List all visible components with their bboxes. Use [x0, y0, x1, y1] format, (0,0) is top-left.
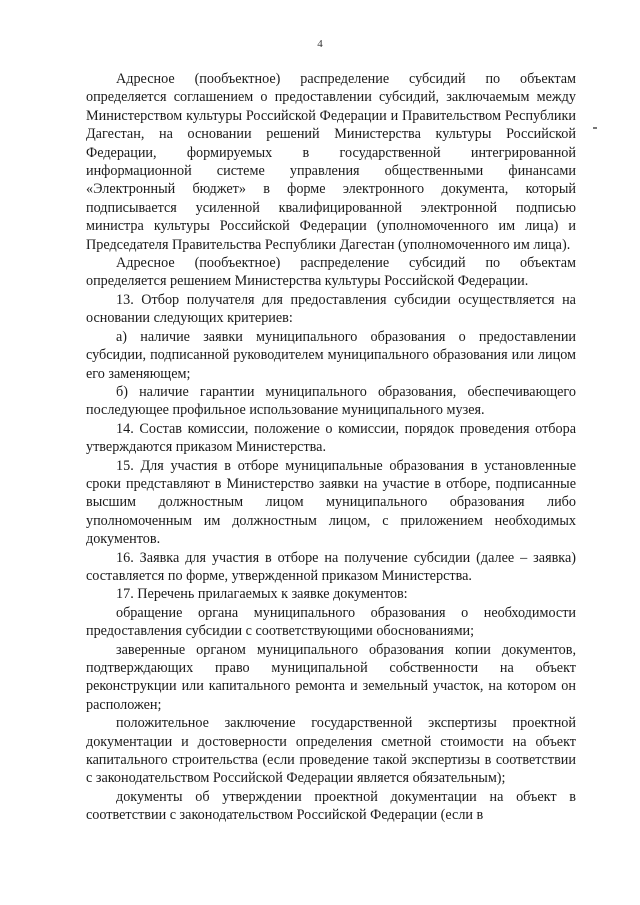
paragraph-13-selection: 13. Отбор получателя для предоставления субсидии осуществляется на основании следующих критериев:: [86, 291, 576, 327]
document-body: [86, 70, 576, 825]
paragraph-doc-approval: документы об утверждении проектной документации на объект в соответствии с законодательством Российской Федерации (если в: [86, 788, 576, 824]
paragraph-doc-appeal: обращение органа муниципального образования о необходимости предоставления субсидии с соответствующими обоснованиями;: [86, 604, 576, 640]
paragraph-distribution-agreement: Адресное (пообъектное) распределение субсидий по объектам определяется соглашением о предоставлении субсидий, заключаемым между Министерством культуры Российской Федерации и Правительством Республики Дагестан, на основании решений Министерства культуры Российской Федерации, формируемых в государственной интегрированной информационной системе управления общественными финансами «Электронный бюджет» в форме электронного документа, который подписывается усиленной квалифицированной электронной подписью министра культуры Российской Федерации (уполномоченного им лица) и Председателя Правительства Республики Дагестан (уполномоченного им лица).: [86, 71, 576, 253]
scan-mark: [593, 127, 597, 129]
paragraph-distribution-decision: Адресное (пообъектное) распределение субсидий по объектам определяется решением Министерства культуры Российской Федерации.: [86, 255, 576, 290]
paragraph-17-documents-list: 17. Перечень прилагаемых к заявке документов:: [116, 586, 408, 603]
paragraph-15-participation: 15. Для участия в отборе муниципальные образования в установленные сроки представляют в Министерство заявки на участие в отборе, подписанные высшим должностным лицом муниципального образования либо уполномоченным им должностным лицом, с приложением необходимых документов.: [86, 457, 576, 548]
paragraph-14-commission: 14. Состав комиссии, положение о комиссии, порядок проведения отбора утверждаются приказом Министерства.: [86, 420, 576, 456]
paragraph-doc-expertise: положительное заключение государственной экспертизы проектной документации и достоверности определения сметной стоимости на объект капитального строительства (если проведение такой экспертизы в соответствии с законодательством Российской Федерации является обязательным);: [86, 715, 576, 787]
paragraph-criterion-b: б) наличие гарантии муниципального образования, обеспечивающего последующее профильное использование муниципального музея.: [86, 383, 576, 419]
paragraph-criterion-a: а) наличие заявки муниципального образования о предоставлении субсидии, подписанной руководителем муниципального образования или лицом его заменяющем;: [86, 328, 576, 382]
page-number: 4: [317, 38, 323, 50]
paragraph-16-application: 16. Заявка для участия в отборе на получение субсидии (далее – заявка) составляется по форме, утвержденной приказом Министерства.: [86, 549, 576, 584]
paragraph-doc-ownership-copies: заверенные органом муниципального образования копии документов, подтверждающих право муниципальной собственности на объект реконструкции или капитального ремонта и земельный участок, на котором он расположен;: [86, 641, 576, 713]
